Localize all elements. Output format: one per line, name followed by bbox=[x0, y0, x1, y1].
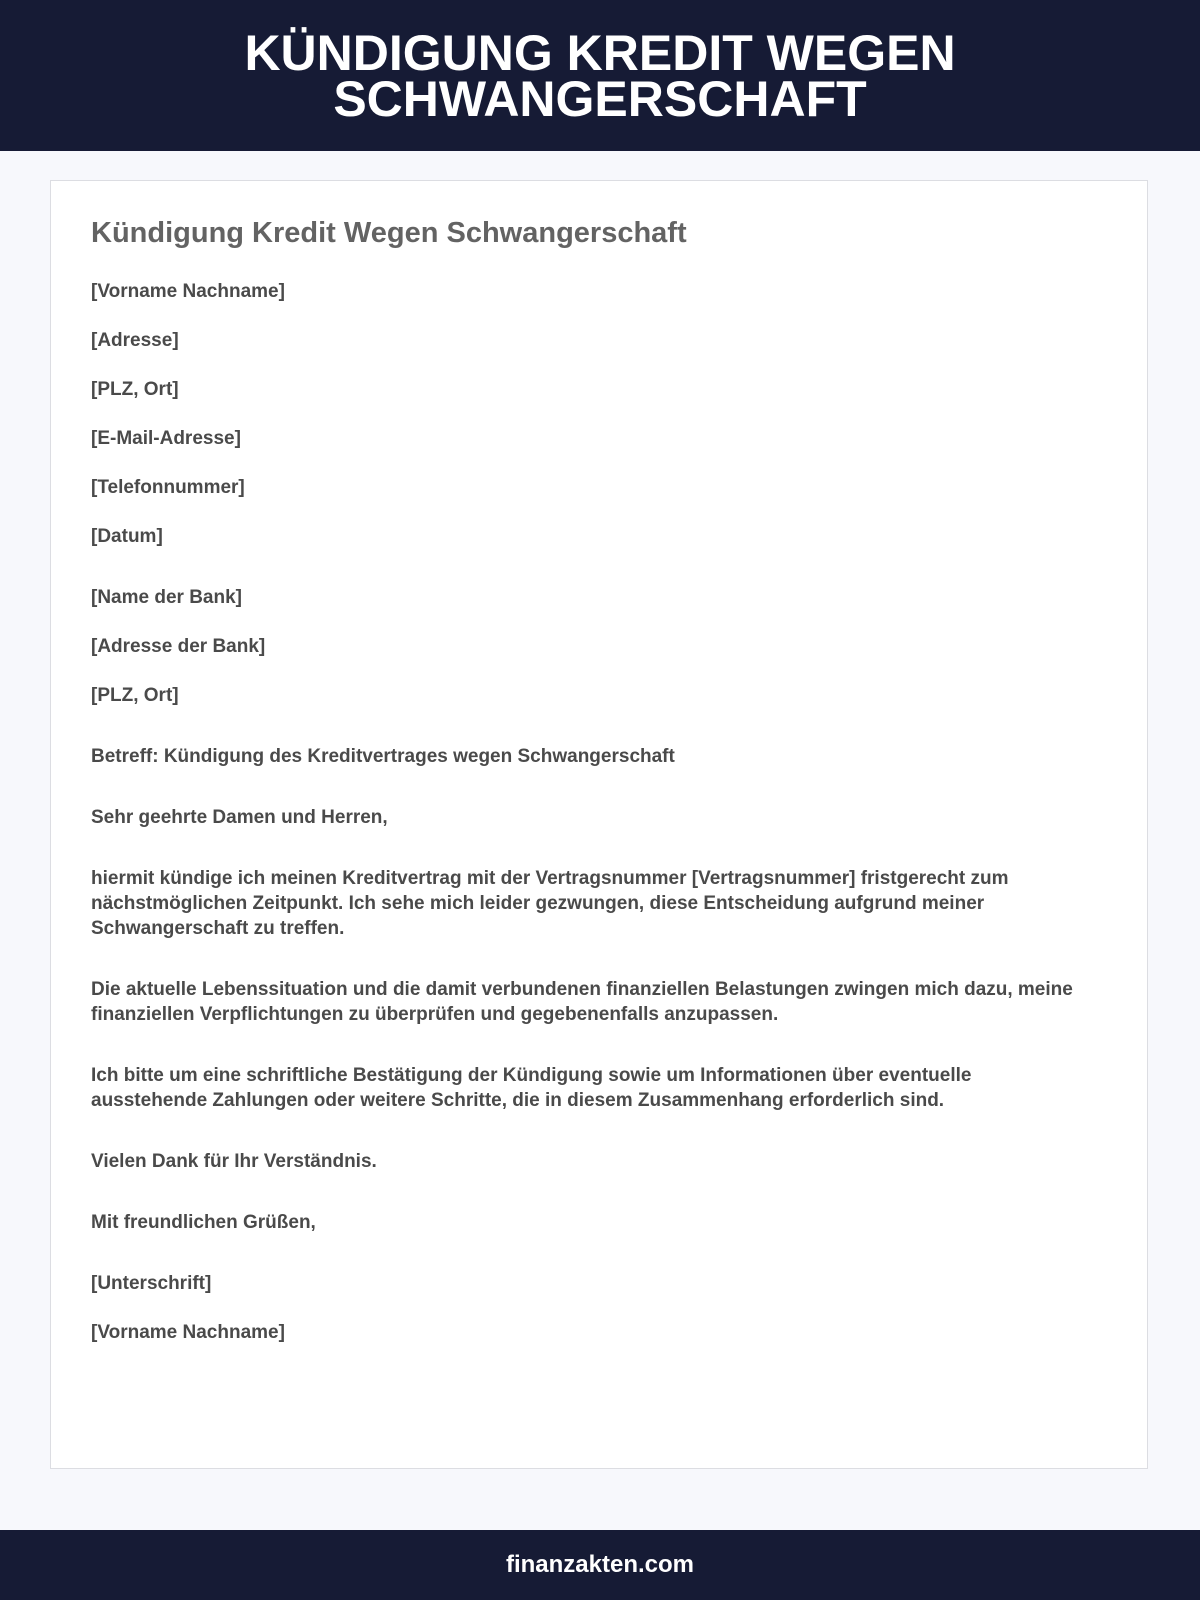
recipient-city: [PLZ, Ort] bbox=[91, 685, 179, 706]
letter-paragraph: Ich bitte um eine schriftliche Bestätigung der Kündigung sowie um Informationen über eventuelle ausstehende Zahlungen oder weitere Schritte, die in diesem Zusammenhang erforderlich sind. bbox=[91, 1065, 972, 1111]
letter-paragraph: Vielen Dank für Ihr Verständnis. bbox=[91, 1151, 377, 1172]
page-header bbox=[0, 0, 1200, 151]
sender-phone: [Telefonnummer] bbox=[91, 477, 245, 498]
letter-paragraph: hiermit kündige ich meinen Kreditvertrag mit der Vertragsnummer [Vertragsnummer] fristgerecht zum nächstmöglichen Zeitpunkt. Ich sehe mich leider gezwungen, diese Entscheidung aufgrund meiner Schwangerschaft zu treffen. bbox=[91, 868, 1009, 939]
page-footer bbox=[0, 1530, 1200, 1600]
letter-title: Kündigung Kredit Wegen Schwangerschaft bbox=[91, 217, 687, 249]
recipient-name: [Name der Bank] bbox=[91, 587, 242, 608]
sender-city: [PLZ, Ort] bbox=[91, 379, 179, 400]
page-header-title: KÜNDIGUNG KREDIT WEGEN SCHWANGERSCHAFT bbox=[244, 24, 956, 127]
sender-address: [Adresse] bbox=[91, 330, 179, 351]
footer-site: finanzakten.com bbox=[505, 1551, 695, 1578]
letter-card bbox=[50, 180, 1148, 1469]
letter-salutation: Sehr geehrte Damen und Herren, bbox=[91, 807, 388, 828]
letter-signature: [Unterschrift] bbox=[91, 1273, 212, 1294]
signature-name: [Vorname Nachname] bbox=[91, 1322, 285, 1343]
letter-paragraph: Die aktuelle Lebenssituation und die damit verbundenen finanziellen Belastungen zwingen mich dazu, meine finanziellen Verpflichtungen zu überprüfen und gegebenenfalls anzupassen. bbox=[91, 979, 1073, 1025]
recipient-address: [Adresse der Bank] bbox=[91, 636, 266, 657]
sender-name: [Vorname Nachname] bbox=[91, 281, 285, 302]
letter-date: [Datum] bbox=[91, 526, 163, 547]
letter-closing: Mit freundlichen Grüßen, bbox=[91, 1212, 316, 1233]
letter-subject: Betreff: Kündigung des Kreditvertrages wegen Schwangerschaft bbox=[91, 746, 675, 767]
sender-email: [E-Mail-Adresse] bbox=[91, 428, 241, 449]
